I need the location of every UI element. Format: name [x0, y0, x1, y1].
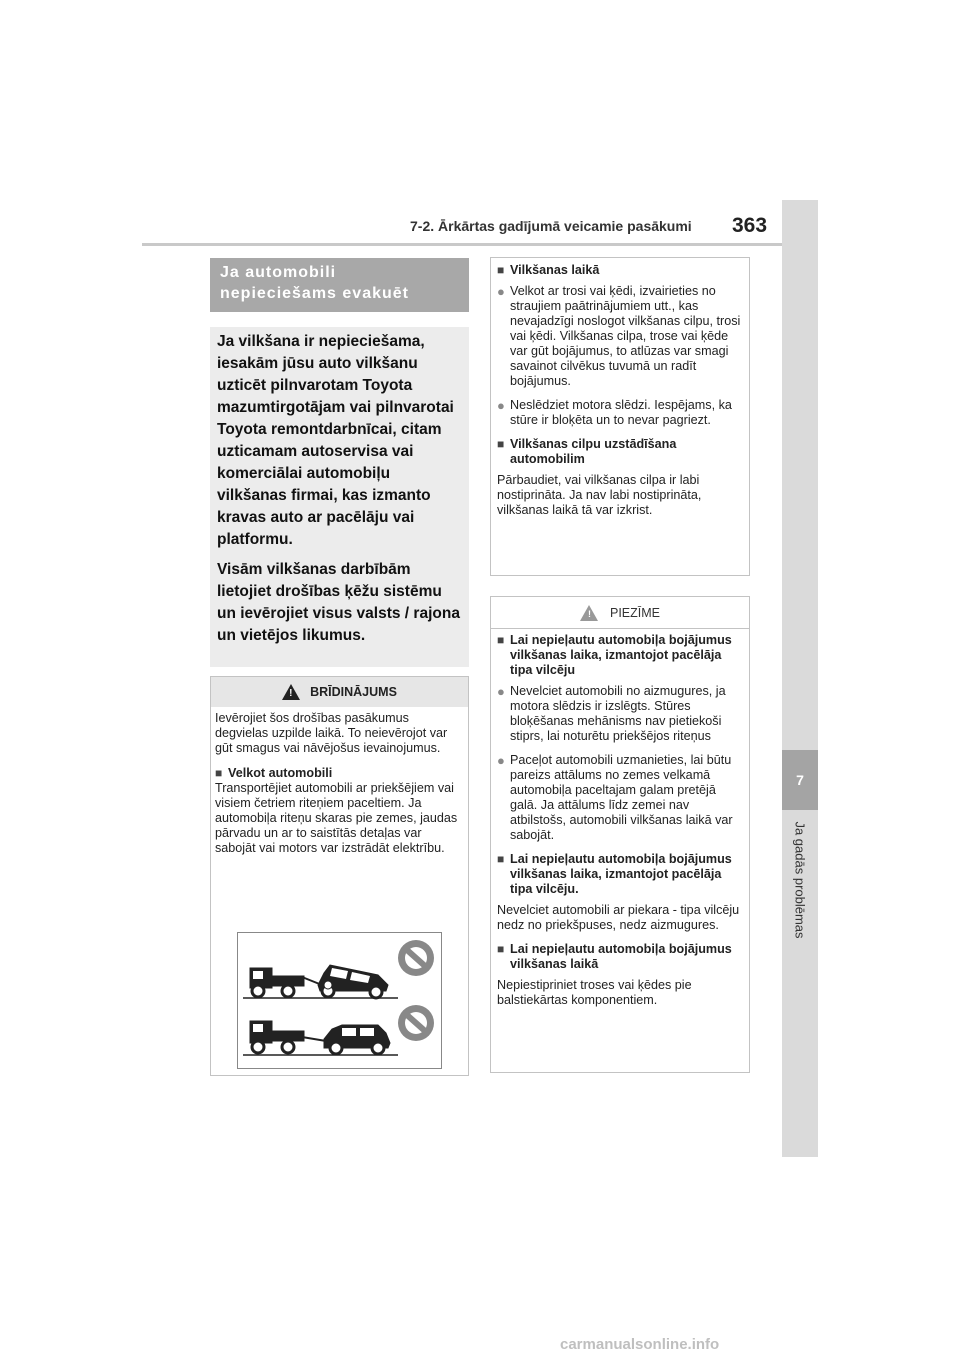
- header-rule: [142, 243, 782, 246]
- note-heading: PIEZĪME: [609, 605, 660, 620]
- square-bullet-icon: ■: [215, 766, 223, 780]
- warning-box: [210, 676, 469, 1076]
- towing-info-box: [490, 257, 750, 576]
- warning-subtext: Transportējiet automobili ar priekšējiem vai visiem četriem riteņiem paceltiem. Ja automobiļa riteņu skaras pie zemes, jaudas pārvadu un ar to saistītās detaļas var sabojāt vai motors var izstrādāt elektrību.: [215, 781, 458, 855]
- round-bullet-icon: ●: [497, 684, 505, 699]
- note-header: [491, 597, 749, 629]
- section-heading-line1: Ja automobili: [220, 264, 337, 281]
- bullet-item: ● Velkot ar trosi vai ķēdi, izvairieties no straujiem paātrinājumiem utt., kas nevajadzīgi noslogot vilkšanas cilpu, trosi vai ķēdi. Vilkšanas cilpa, trose vai ķēde var gūt bojājumus, to atlūzas var smagi savainot cilvēkus tuvumā un radīt bojājumus.: [497, 284, 741, 388]
- note-text-2: Nevelciet automobili ar piekara - tipa vilcēju nedz no priekšpuses, nedz aizmugures.: [497, 903, 740, 932]
- square-bullet-icon: ■: [497, 263, 505, 277]
- tow-hook-text: Pārbaudiet, vai vilkšanas cilpa ir labi nostiprināta. Ja nav labi nostiprināta, vilkšanas laikā tā var izkrist.: [497, 473, 702, 517]
- intro-box: [210, 327, 469, 667]
- warning-header: [211, 677, 468, 707]
- round-bullet-icon: ●: [497, 753, 505, 768]
- tow-scene-1: [243, 965, 398, 998]
- note-heading-3: ■ Lai nepieļautu automobiļa bojājumus vilkšanas laikā: [497, 942, 732, 971]
- warning-body: [211, 707, 468, 856]
- square-bullet-icon: ■: [497, 633, 505, 647]
- bullet-item: ● Nevelciet automobili no aizmugures, ja motora slēdzis ir izslēgts. Stūres bloķēšanas mehānisms nav pietiekoši stiprs, lai noturētu priekšējos riteņus: [497, 684, 726, 743]
- square-bullet-icon: ■: [497, 852, 505, 866]
- chapter-tab-number[interactable]: 7: [782, 750, 818, 810]
- square-bullet-icon: ■: [497, 437, 505, 451]
- note-heading-1: ■ Lai nepieļautu automobiļa bojājumus vilkšanas laika, izmantojot pacēlāja tipa vilcēju: [497, 633, 732, 677]
- page-number: 363: [732, 214, 768, 237]
- note-heading-2: ■ Lai nepieļautu automobiļa bojājumus vilkšanas laika, izmantojot pacēlāja tipa vilcēju.: [497, 852, 732, 896]
- warning-triangle-icon: !: [282, 684, 300, 700]
- intro-paragraph-2: Visām vilkšanas darbībām lietojiet drošības ķēžu sistēmu un ievērojiet visus valsts / rajona un vietējos likumus.: [217, 561, 460, 644]
- square-bullet-icon: ■: [497, 942, 505, 956]
- section-heading-box: [210, 258, 469, 312]
- note-box: [490, 596, 750, 1073]
- warning-heading: BRĪDINĀJUMS: [310, 685, 397, 699]
- caution-triangle-icon: !: [580, 605, 598, 621]
- note-text-3: Nepiestipriniet troses vai ķēdes pie balstiekārtas komponentiem.: [497, 978, 692, 1007]
- warning-text: Ievērojiet šos drošības pasākumus degvielas uzpilde laikā. To neievērojot var gūt smagus vai nāvējošus ievainojumus.: [215, 711, 448, 755]
- towing-illustration: [237, 932, 442, 1069]
- warning-subheading: ■ Velkot automobili: [215, 766, 333, 780]
- footer-watermark: carmanualsonline.info: [560, 1336, 720, 1353]
- tow-scene-2: [243, 1021, 398, 1055]
- note-body: [491, 629, 749, 1008]
- round-bullet-icon: ●: [497, 284, 505, 299]
- intro-paragraph-1: Ja vilkšana ir nepieciešama, iesakām jūsu auto vilkšanu uzticēt pilnvarotam Toyota mazumtirgotājam vai pilnvarotai Toyota remontdarbnīcai, citam uzticamam autoservisa vai komerciālai automobiļu vilkšanas firmai, kas izmanto kravas auto ar pacēlāju vai platformu.: [217, 333, 454, 548]
- heading-tow-hook-install: ■ Vilkšanas cilpu uzstādīšana automobilim: [497, 437, 677, 466]
- prohibited-icon-1: [398, 940, 434, 976]
- round-bullet-icon: ●: [497, 398, 505, 413]
- bullet-item: ● Paceļot automobili uzmanieties, lai būtu pareizs attālums no zemes velkamā automobiļa paceltajam galam pretējā galā. Ja attālums līdz zemei nav atbilstošs, automobili vilkšanas laikā var sabojāt.: [497, 753, 733, 842]
- chapter-tab-label: Ja gadās problēmas: [792, 821, 808, 939]
- section-title: 7-2. Ārkārtas gadījumā veicamie pasākumi: [410, 218, 692, 234]
- bullet-item: ● Neslēdziet motora slēdzi. Iespējams, ka stūre ir bloķēta un to nevar pagriezt.: [497, 398, 732, 427]
- prohibited-icon-2: [398, 1005, 434, 1041]
- heading-during-towing: ■ Vilkšanas laikā: [497, 263, 600, 277]
- chapter-tab-strip: [782, 200, 818, 1157]
- section-heading-line2: nepieciešams evakuēt: [220, 285, 409, 302]
